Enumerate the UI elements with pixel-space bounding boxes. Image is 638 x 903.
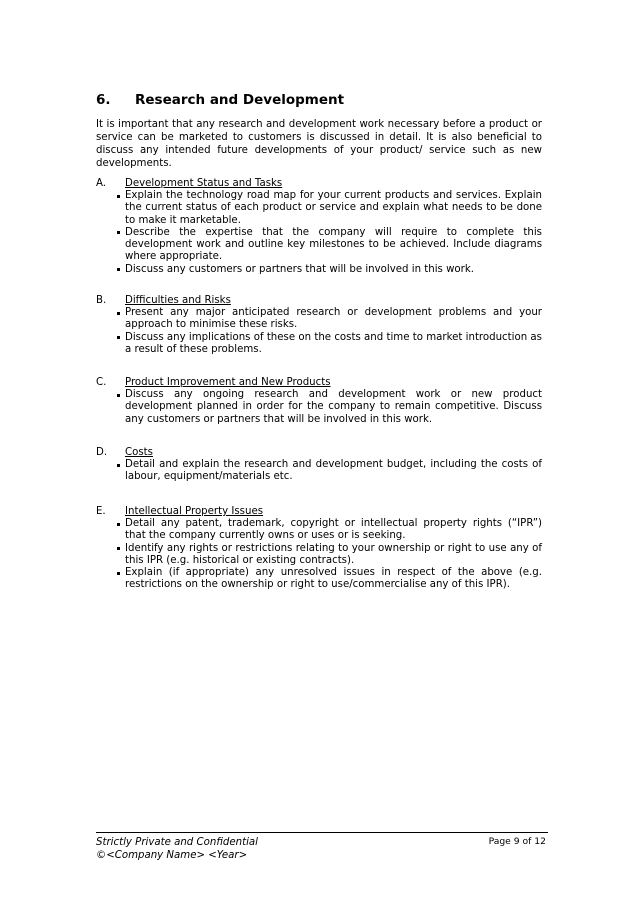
list-item-text: Explain the technology road map for your current products and services. Explain the current status of each product or service and explain what needs to be done to make it marketable. <box>125 190 542 226</box>
footer-divider <box>96 832 548 833</box>
bullet-icon <box>117 572 120 575</box>
list-item-text: Discuss any customers or partners that will be involved in this work. <box>125 263 474 275</box>
page-number: Page 9 of 12 <box>488 836 546 847</box>
subsection-letter: D. <box>96 447 108 458</box>
list-item-text: Discuss any ongoing research and development work or new product development planned in order for the company to remain competitive. Discuss any customers or partners that will be involved in this work. <box>125 389 542 425</box>
subsection-title: Development Status and Tasks <box>125 178 283 189</box>
bullet-icon <box>117 394 120 397</box>
subsection-letter: A. <box>96 178 107 189</box>
subsection-title: Intellectual Property Issues <box>125 506 264 517</box>
bullet-icon <box>117 268 120 271</box>
section-heading <box>96 92 344 108</box>
list-item-text: Detail and explain the research and development budget, including the costs of labour, equipment/materials etc. <box>125 459 542 483</box>
list-item <box>96 518 542 543</box>
bullet-icon <box>117 231 120 234</box>
section-number: 6. <box>96 92 111 108</box>
section-intro: It is important that any research and development work necessary before a product or service can be marketed to customers is discussed in detail. It is also beneficial to discuss any intended future developments of your product/ service such as new developments. <box>96 119 542 169</box>
bullet-icon <box>117 312 120 315</box>
footer-left <box>96 836 258 862</box>
subsection-b <box>96 295 542 356</box>
subsection-e <box>96 506 542 592</box>
footer-copyright: ©<Company Name> <Year> <box>96 850 248 861</box>
list-item <box>96 307 542 332</box>
footer-confidential: Strictly Private and Confidential <box>96 837 258 848</box>
list-item <box>96 264 542 276</box>
bullet-icon <box>117 523 120 526</box>
list-item <box>96 543 542 568</box>
subsection-title: Costs <box>125 447 153 458</box>
section-title: Research and Development <box>135 92 345 108</box>
list-item-text: Explain (if appropriate) any unresolved issues in respect of the above (e.g. restrictions on the ownership or right to use/commercialise any of this IPR). <box>125 567 542 591</box>
list-item <box>96 332 542 357</box>
list-item-text: Identify any rights or restrictions relating to your ownership or right to use any of this IPR (e.g. historical or existing contracts). <box>125 542 542 566</box>
bullet-icon <box>117 195 120 198</box>
list-item-text: Detail any patent, trademark, copyright or intellectual property rights (“IPR”) that the company currently owns or uses or is seeking. <box>125 518 542 542</box>
list-item <box>96 567 542 592</box>
list-item <box>96 190 542 227</box>
bullet-icon <box>117 464 120 467</box>
subsection-letter: C. <box>96 377 107 388</box>
list-item <box>96 227 542 264</box>
bullet-icon <box>117 547 120 550</box>
subsection-a <box>96 178 542 276</box>
subsection-title: Product Improvement and New Products <box>125 377 331 388</box>
subsection-letter: B. <box>96 295 107 306</box>
bullet-icon <box>117 336 120 339</box>
subsection-c <box>96 377 542 426</box>
list-item-text: Discuss any implications of these on the costs and time to market introduction as a result of these problems. <box>125 331 542 355</box>
subsection-letter: E. <box>96 506 106 517</box>
subsection-title: Difficulties and Risks <box>125 295 231 306</box>
list-item <box>96 459 542 484</box>
subsection-d <box>96 447 542 484</box>
list-item <box>96 389 542 426</box>
list-item-text: Present any major anticipated research or development problems and your approach to minimise these risks. <box>125 307 542 331</box>
list-item-text: Describe the expertise that the company will require to complete this development work and outline key milestones to be achieved. Include diagrams where appropriate. <box>125 226 542 263</box>
